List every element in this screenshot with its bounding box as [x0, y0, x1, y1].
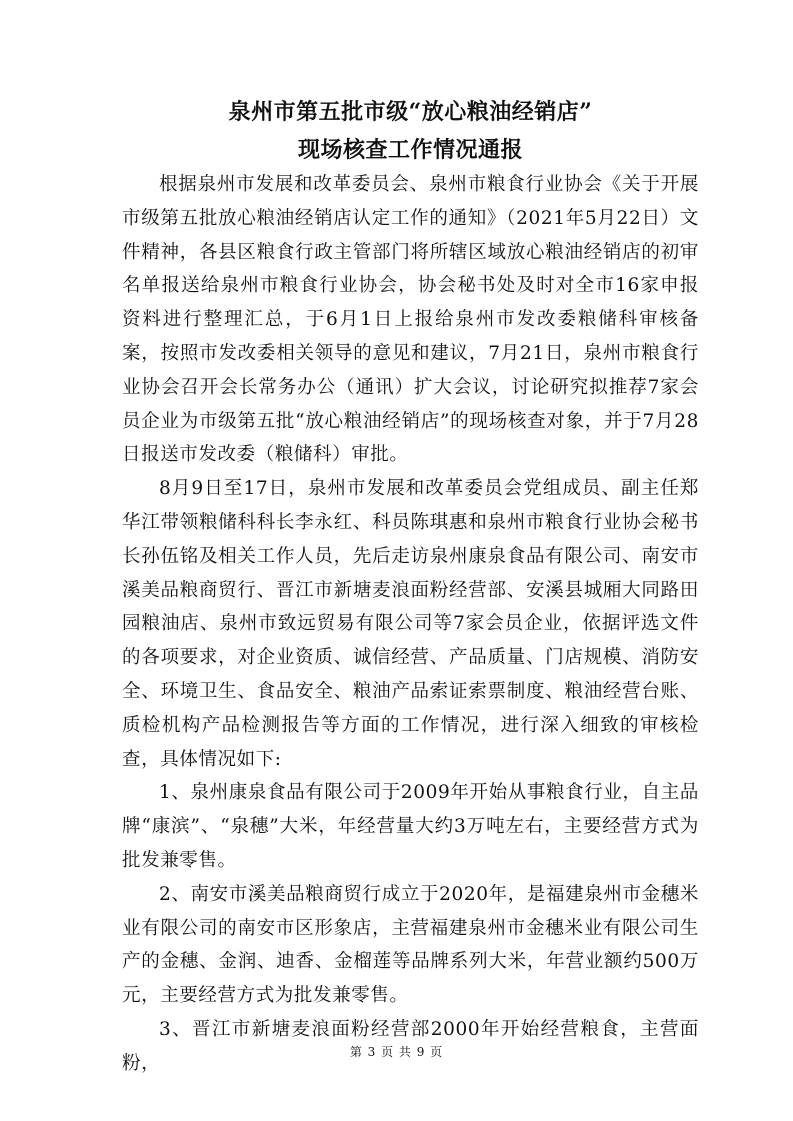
paragraph-inspection: 8月9日至17日，泉州市发展和改革委员会党组成员、副主任郑华江带领粮储科科长李永红、科员陈琪惠和泉州市粮食行业协会秘书长孙伍铭及相关工作人员，先后走访泉州康泉食品有限公司、南安市溪美品粮商贸行、晋江市新塘麦浪面粉经营部、安溪县城厢大同路田园粮油店、泉州市致远贸易有限公司等7家会员企业，依据评选文件的各项要求，对企业资质、诚信经营、产品质量、门店规模、消防安全、环境卫生、食品安全、粮油产品索证索票制度、粮油经营台账、质检机构产品检测报告等方面的工作情况，进行深入细致的审核检查，具体情况如下: — [122, 478, 699, 770]
page-number-footer: 第 3 页 共 9 页 — [349, 1045, 444, 1059]
paragraph-intro: 根据泉州市发展和改革委员会、泉州市粮食行业协会《关于开展市级第五批放心粮油经销店认定工作的通知》（2021年5月22日）文件精神，各县区粮食行政主管部门将所辖区域放心粮油经销店的初审名单报送给泉州市粮食行业协会，协会秘书处及时对全市16家申报资料进行整理汇总，于6月1日上报给泉州市发改委粮储科审核备案，按照市发改委相关领导的意见和建议，7月21日，泉州市粮食行业协会召开会长常务办公（通讯）扩大会议，讨论研究拟推荐7家会员企业为市级第五批“放心粮油经销店”的现场核查对象，并于7月28日报送市发改委（粮储科）审批。 — [122, 174, 699, 466]
paragraph-item-3: 3、晋江市新塘麦浪面粉经营部2000年开始经营粮食，主营面粉， — [122, 1018, 699, 1074]
document-title-line2: 现场核查工作情况通报 — [297, 137, 523, 163]
paragraph-item-2: 2、南安市溪美品粮商贸行成立于2020年，是福建泉州市金穗米业有限公司的南安市区形象店，主营福建泉州市金穗米业有限公司生产的金穗、金润、迪香、金榴莲等品牌系列大米，年营业额约500万元，主要经营方式为批发兼零售。 — [122, 883, 699, 1007]
paragraph-item-1: 1、泉州康泉食品有限公司于2009年开始从事粮食行业，自主品牌“康滨”、“泉穗”大米，年经营量大约3万吨左右，主要经营方式为批发兼零售。 — [122, 782, 699, 871]
document-title-line1: 泉州市第五批市级“放心粮油经销店” — [228, 99, 593, 125]
